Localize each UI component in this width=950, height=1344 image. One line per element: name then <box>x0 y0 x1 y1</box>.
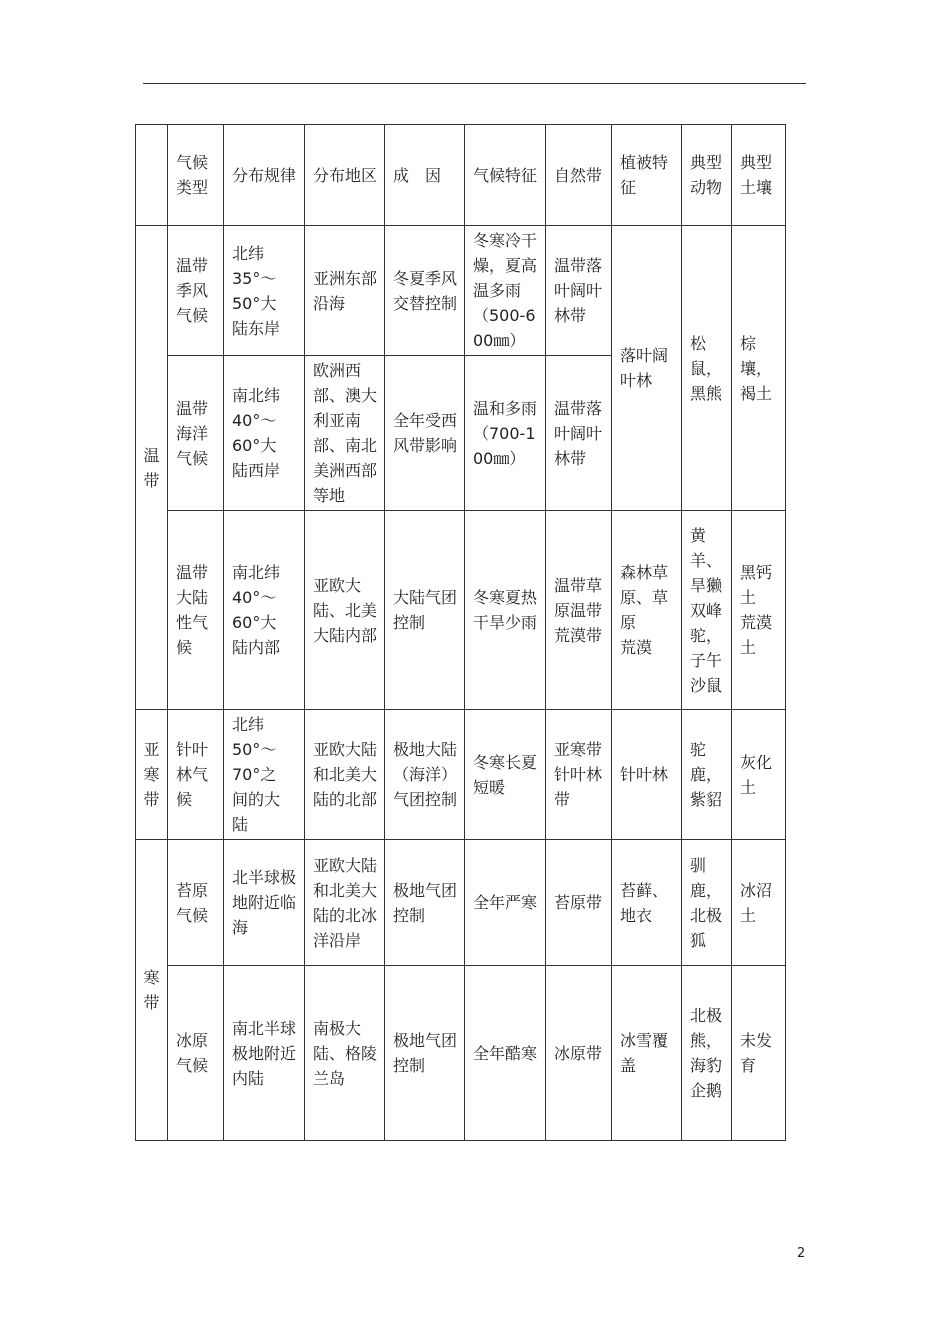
natural-zone-cell: 苔原带 <box>546 840 612 966</box>
header-cell: 气候特征 <box>465 125 546 226</box>
region-cell: 南极大陆、格陵兰岛 <box>305 966 385 1141</box>
zone-label-frigid: 寒 带 <box>136 840 168 1141</box>
table-row <box>136 966 786 1141</box>
soil-cell: 灰化土 <box>732 710 786 840</box>
features-cell: 温和多雨（700-100㎜） <box>465 356 546 511</box>
animals-cell: 驯鹿，北极狐 <box>682 840 732 966</box>
header-cell: 分布地区 <box>305 125 385 226</box>
animals-cell: 北极熊，海豹企鹅 <box>682 966 732 1141</box>
vegetation-cell: 针叶林 <box>612 710 682 840</box>
vegetation-cell: 森林草原、草原 荒漠 <box>612 511 682 710</box>
climate-type-cell: 温带大陆性气候 <box>168 511 224 710</box>
natural-zone-cell: 温带落叶阔叶林带 <box>546 356 612 511</box>
vegetation-cell: 苔藓、地衣 <box>612 840 682 966</box>
distribution-cell: 南北纬 40°～ 60°大 陆西岸 <box>224 356 305 511</box>
table-row <box>136 840 786 966</box>
header-cell: 典型土壤 <box>732 125 786 226</box>
cause-cell: 极地气团控制 <box>385 840 465 966</box>
distribution-cell: 北纬 35°～ 50°大 陆东岸 <box>224 226 305 356</box>
climate-type-cell: 冰原气候 <box>168 966 224 1141</box>
vegetation-cell: 落叶阔叶林 <box>612 226 682 511</box>
distribution-cell: 南北半球极地附近内陆 <box>224 966 305 1141</box>
soil-cell: 冰沼土 <box>732 840 786 966</box>
header-cell: 典型动物 <box>682 125 732 226</box>
features-cell: 冬寒长夏短暖 <box>465 710 546 840</box>
natural-zone-cell: 亚寒带针叶林带 <box>546 710 612 840</box>
natural-zone-cell: 冰原带 <box>546 966 612 1141</box>
animals-cell: 黄羊、旱獭双峰驼，子午沙鼠 <box>682 511 732 710</box>
region-cell: 亚欧大陆、北美大陆内部 <box>305 511 385 710</box>
region-cell: 亚洲东部沿海 <box>305 226 385 356</box>
soil-cell: 黑钙土 荒漠土 <box>732 511 786 710</box>
features-cell: 冬寒冷干燥，夏高温多雨（500-600㎜） <box>465 226 546 356</box>
cause-cell: 极地气团控制 <box>385 966 465 1141</box>
region-cell: 欧洲西部、澳大利亚南部、南北美洲西部等地 <box>305 356 385 511</box>
table-row <box>136 226 786 356</box>
table-row <box>136 710 786 840</box>
region-cell: 亚欧大陆和北美大陆的北部 <box>305 710 385 840</box>
animals-cell: 驼鹿，紫貂 <box>682 710 732 840</box>
page-number: 2 <box>797 1246 806 1261</box>
natural-zone-cell: 温带草原温带荒漠带 <box>546 511 612 710</box>
cause-cell: 冬夏季风交替控制 <box>385 226 465 356</box>
soil-cell: 未发育 <box>732 966 786 1141</box>
features-cell: 冬寒夏热 干旱少雨 <box>465 511 546 710</box>
header-cell: 植被特征 <box>612 125 682 226</box>
animals-cell: 松鼠，黑熊 <box>682 226 732 511</box>
header-cell: 分布规律 <box>224 125 305 226</box>
vegetation-cell: 冰雪覆盖 <box>612 966 682 1141</box>
climate-type-cell: 温带季风气候 <box>168 226 224 356</box>
distribution-cell: 北纬 50°～ 70°之 间的大 陆 <box>224 710 305 840</box>
climate-table <box>135 124 786 1141</box>
region-cell: 亚欧大陆和北美大陆的北冰洋沿岸 <box>305 840 385 966</box>
table-header-row <box>136 125 786 226</box>
header-cell: 气候类型 <box>168 125 224 226</box>
header-cell: 成 因 <box>385 125 465 226</box>
climate-type-cell: 针叶林气候 <box>168 710 224 840</box>
table-row <box>136 511 786 710</box>
features-cell: 全年酷寒 <box>465 966 546 1141</box>
climate-type-cell: 温带海洋气候 <box>168 356 224 511</box>
distribution-cell: 南北纬 40°～ 60°大 陆内部 <box>224 511 305 710</box>
cause-cell: 大陆气团控制 <box>385 511 465 710</box>
soil-cell: 棕壤，褐土 <box>732 226 786 511</box>
zone-label-subarctic: 亚 寒 带 <box>136 710 168 840</box>
natural-zone-cell: 温带落叶阔叶林带 <box>546 226 612 356</box>
header-cell: 自然带 <box>546 125 612 226</box>
distribution-cell: 北半球极地附近临海 <box>224 840 305 966</box>
zone-label-temperate: 温 带 <box>136 226 168 710</box>
header-cell <box>136 125 168 226</box>
features-cell: 全年严寒 <box>465 840 546 966</box>
cause-cell: 全年受西风带影响 <box>385 356 465 511</box>
header-rule <box>143 83 806 84</box>
cause-cell: 极地大陆（海洋）气团控制 <box>385 710 465 840</box>
climate-type-cell: 苔原气候 <box>168 840 224 966</box>
